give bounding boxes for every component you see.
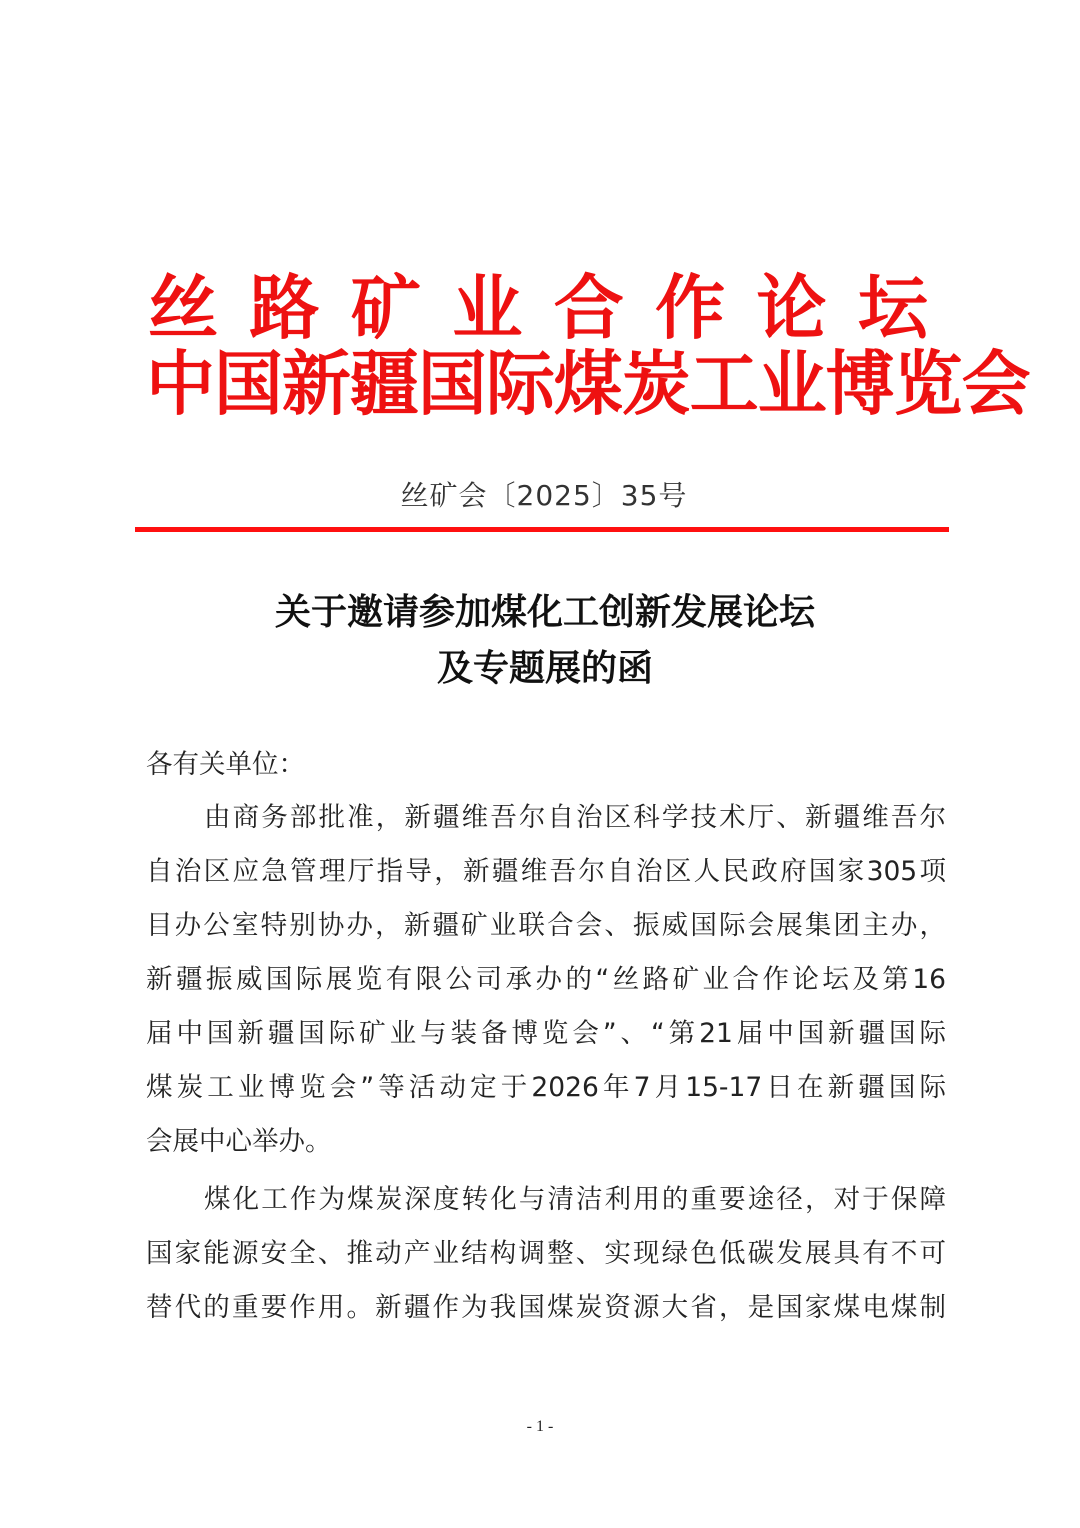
red-header-rule — [135, 527, 949, 532]
document-title-line-2: 及专题展的函 — [436, 647, 653, 689]
paragraph-1-line: 自治区应急管理厅指导，新疆维吾尔自治区人民政府国家305项 — [146, 856, 946, 887]
masthead-char: 作 — [655, 266, 726, 349]
paragraph-1-line: 届中国新疆国际矿业与装备博览会”、“第21届中国新疆国际 — [146, 1018, 946, 1049]
paragraph-2-line: 替代的重要作用。新疆作为我国煤炭资源大省，是国家煤电煤制 — [146, 1292, 946, 1323]
masthead-forum-name — [148, 268, 928, 348]
masthead-char: 路 — [249, 266, 320, 349]
paragraph-1-line: 由商务部批准，新疆维吾尔自治区科学技术厅、新疆维吾尔 — [204, 802, 946, 833]
paragraph-1-line: 会展中心举办。 — [146, 1126, 332, 1157]
paragraph-1-line: 目办公室特别协办，新疆矿业联合会、振威国际会展集团主办， — [146, 910, 946, 941]
document-title-line-1: 关于邀请参加煤化工创新发展论坛 — [274, 591, 815, 633]
masthead-char: 业 — [452, 266, 523, 349]
document-number: 丝矿会〔2025〕35号 — [400, 479, 688, 512]
masthead-char: 矿 — [350, 266, 421, 349]
masthead-char: 合 — [553, 266, 624, 349]
masthead-char: 论 — [756, 266, 827, 349]
masthead-expo-name: 中国新疆国际煤炭工业博览会 — [146, 342, 1030, 425]
paragraph-2-line: 国家能源安全、推动产业结构调整、实现绿色低碳发展具有不可 — [146, 1238, 946, 1269]
page-number: - 1 - — [526, 1418, 554, 1435]
masthead-char: 丝 — [148, 266, 218, 349]
salutation: 各有关单位： — [146, 749, 305, 780]
paragraph-1-line: 新疆振威国际展览有限公司承办的“丝路矿业合作论坛及第16 — [146, 964, 946, 995]
masthead-char: 坛 — [857, 266, 928, 349]
paragraph-2-line: 煤化工作为煤炭深度转化与清洁利用的重要途径，对于保障 — [204, 1184, 946, 1215]
paragraph-1-line: 煤炭工业博览会”等活动定于2026年7月15-17日在新疆国际 — [146, 1072, 946, 1103]
